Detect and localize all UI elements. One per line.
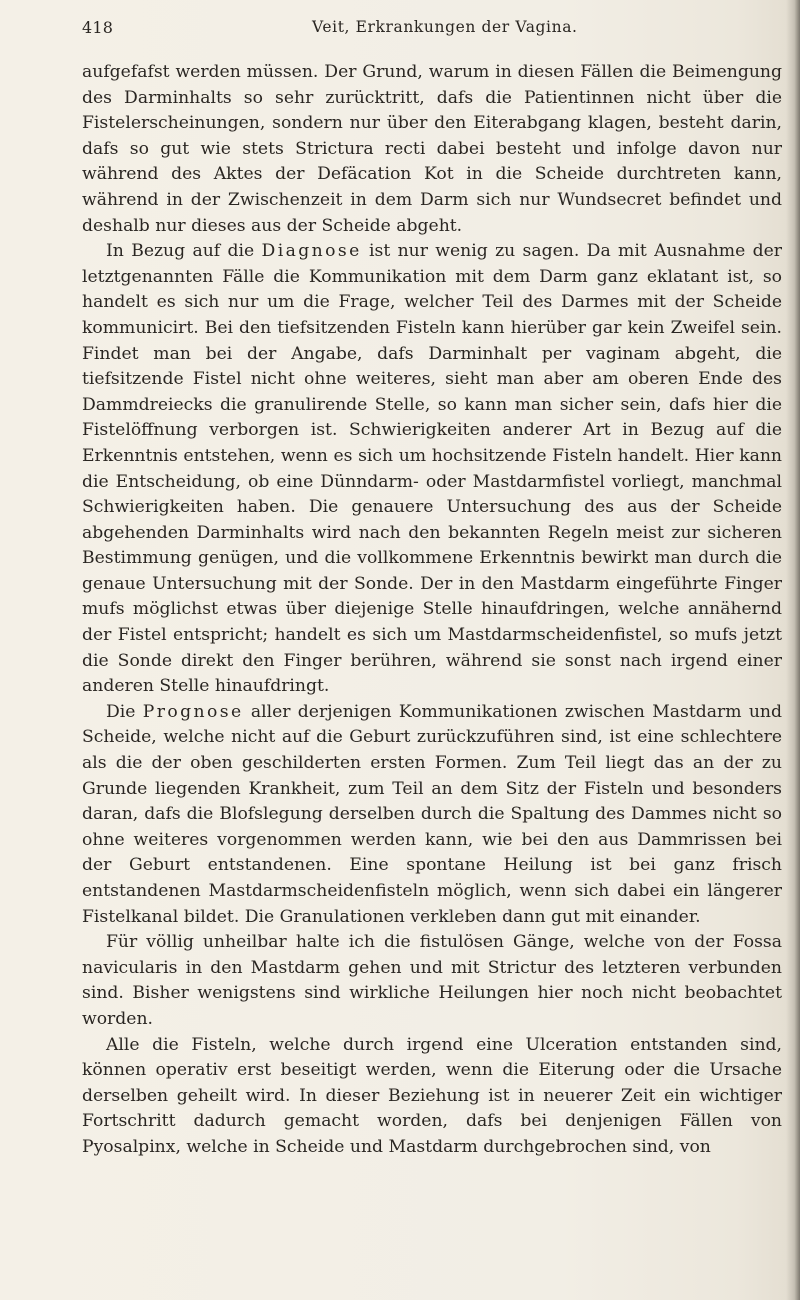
paragraph-text: aufgefafst werden müssen. Der Grund, warum in diesen Fällen die Beimengung des Darminhalts so sehr zurücktritt, dafs die Patientinnen nicht über die Fistelerscheinungen, sondern nur über den Eiterabgang klagen, besteht darin, dafs so gut wie stets Strictura recti dabei besteht und infolge davon nur während des Aktes der Defäcation Kot in die Scheide durchtreten kann, während in der Zwischenzeit in dem Darm sich nur Wundsecret befindet und deshalb nur dieses aus der Scheide abgeht.: [82, 62, 782, 236]
paragraph-text: Alle die Fisteln, welche durch irgend eine Ulceration entstanden sind, können operativ erst beseitigt werden, wenn die Eiterung oder die Ursache derselben geheilt wird. In dieser Beziehung ist in neuerer Zeit ein wichtiger Fortschritt dadurch gemacht worden, dafs bei denjenigen Fällen von Pyosalpinx, welche in Scheide und Mastdarm durchgebrochen sind, von: [82, 1034, 782, 1157]
paragraph-prognose: [82, 700, 782, 930]
keyword-diagnose: Diagnose: [261, 241, 362, 262]
paragraph-unheilbar: [82, 930, 782, 1032]
paragraph-text: In Bezug auf die: [106, 241, 262, 262]
running-title: Veit, Erkrankungen der Vagina.: [312, 18, 578, 36]
paragraph-intro: [82, 60, 782, 239]
paragraph-ulceration: [82, 1033, 782, 1161]
keyword-prognose: Prognose: [142, 701, 244, 722]
paragraph-text: ist nur wenig zu sagen. Da mit Ausnahme der letztgenannten Fälle die Kommunikation mit dem Darm ganz eklatant ist, so handelt es sich nur um die Frage, welcher Teil des Darmes mit der Scheide kommunicirt. Bei den tiefsitzenden Fisteln kann hierüber gar kein Zweifel sein. Findet man bei der Angabe, dafs Darminhalt per vaginam abgeht, die tiefsitzende Fistel nicht ohne weiteres, sieht man aber am oberen Ende des Dammdreiecks die granulirende Stelle, so kann man sicher sein, dafs hier die Fistelöffnung verborgen ist. Schwierigkeiten anderer Art in Bezug auf die Erkenntnis entstehen, wenn es sich um hochsitzende Fisteln handelt. Hier kann die Entscheidung, ob eine Dünndarm- oder Mastdarmfistel vorliegt, manchmal Schwierigkeiten haben. Die genauere Untersuchung des aus der Scheide abgehenden Darminhalts wird nach den bekannten Regeln meist zur sicheren Bestimmung genügen, und die vollkommene Erkenntnis bewirkt man durch die genaue Untersuchung mit der Sonde. Der in den Mastdarm eingeführte Finger mufs möglichst etwas über diejenige Stelle hinaufdringen, welche annähernd der Fistel entspricht; handelt es sich um Mastdarmscheidenfistel, so mufs jetzt die Sonde direkt den Finger berühren, während sie sonst nach irgend einer anderen Stelle hinaufdringt.: [82, 241, 782, 697]
paragraph-text: aller derjenigen Kommunikationen zwischen Mastdarm und Scheide, welche nicht auf die Geburt zurückzuführen sind, ist eine schlechtere als die der oben geschilderten ersten Formen. Zum Teil liegt das an der zu Grunde liegenden Krankheit, zum Teil an dem Sitz der Fisteln und besonders daran, dafs die Blofslegung derselben durch die Spaltung des Dammes nicht so ohne weiteres vorgenommen werden kann, wie bei den aus Dammrissen bei der Geburt entstandenen. Eine spontane Heilung ist bei ganz frisch entstandenen Mastdarmscheidenfisteln möglich, wenn sich dabei ein längerer Fistelkanal bildet. Die Granulationen verkleben dann gut mit einander.: [82, 701, 782, 927]
paragraph-diagnose: [82, 239, 782, 700]
body-text: [82, 60, 782, 1161]
binding-shadow: [786, 0, 800, 1300]
paragraph-text: Für völlig unheilbar halte ich die fistulösen Gänge, welche von der Fossa navicularis in den Mastdarm gehen und mit Strictur des letzteren verbunden sind. Bisher wenigstens sind wirkliche Heilungen hier noch nicht beobachtet worden.: [82, 932, 782, 1029]
paragraph-text: Die: [106, 701, 143, 722]
page-number: 418: [82, 18, 114, 37]
page-header: [82, 18, 782, 42]
